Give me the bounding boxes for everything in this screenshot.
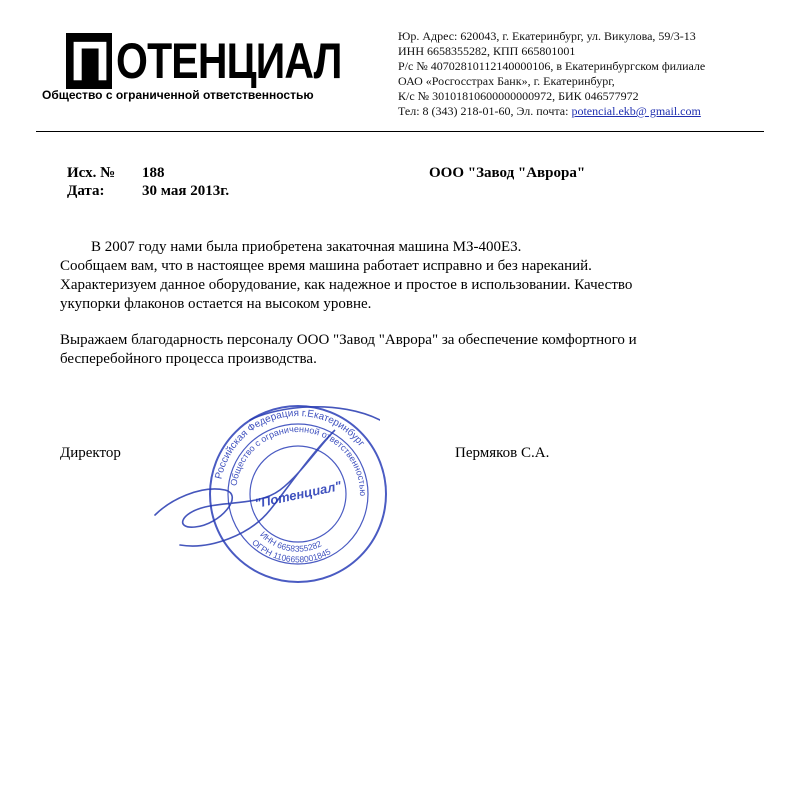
body-line-2: Сообщаем вам, что в настоящее время машина работает исправно и без нареканий. (60, 258, 592, 274)
stamp-inn: ИНН 6658355282 (258, 529, 324, 554)
body-line-6: бесперебойного процесса производства. (60, 351, 317, 367)
email-link[interactable]: potencial.ekb@ gmail.com (571, 104, 701, 118)
body-line-1: В 2007 году нами была приобретена закаточная машина МЗ-400Е3. (91, 239, 522, 255)
outgoing-number-label: Исх. № (67, 165, 116, 181)
stamp-outer-ring-text: Российская Федерация г.Екатеринбург (213, 407, 367, 481)
stamp-inner-ring-text: Общество с ограниченной ответственностью (228, 423, 369, 497)
date-label: Дата: (67, 183, 105, 199)
header-divider (36, 131, 764, 132)
signatory-name: Пермяков С.А. (455, 445, 550, 461)
requisite-corr-account: К/с № 30101810600000000972, БИК 046577972 (398, 89, 639, 103)
company-logo (66, 33, 356, 89)
date-value: 30 мая 2013г. (142, 183, 230, 199)
recipient: ООО "Завод "Аврора" (429, 165, 586, 181)
stamp-center-name: "Потенциал" (253, 478, 343, 511)
stamp-ogrn: ОГРН 1106658001845 (250, 537, 333, 565)
requisite-account: Р/с № 40702810112140000106, в Екатеринбургском филиале (398, 59, 706, 73)
body-line-4: укупорки флаконов остается на высоком уровне. (60, 296, 372, 312)
requisite-bank: ОАО «Росгосстрах Банк», г. Екатеринбург, (398, 74, 615, 88)
requisite-address: Юр. Адрес: 620043, г. Екатеринбург, ул. Викулова, 59/3-13 (398, 29, 696, 43)
requisite-inn: ИНН 6658355282, КПП 665801001 (398, 44, 576, 58)
body-line-5: Выражаем благодарность персоналу ООО "Завод "Аврора" за обеспечение комфортного и (60, 332, 637, 348)
phone-text: Тел: 8 (343) 218-01-60, Эл. почта: (398, 104, 572, 118)
signatory-position: Директор (60, 445, 121, 461)
logo-first-letter: П (66, 33, 112, 89)
logo-wordmark: ОТЕНЦИАЛ (116, 33, 342, 89)
company-tagline: Общество с ограниченной ответственностью (42, 88, 314, 102)
requisite-contacts (398, 104, 758, 119)
signature-scribble (150, 395, 380, 565)
company-requisites (398, 29, 758, 119)
body-line-3: Характеризуем данное оборудование, как надежное и простое в использовании. Качество (60, 277, 633, 293)
outgoing-number-value: 188 (142, 165, 165, 181)
